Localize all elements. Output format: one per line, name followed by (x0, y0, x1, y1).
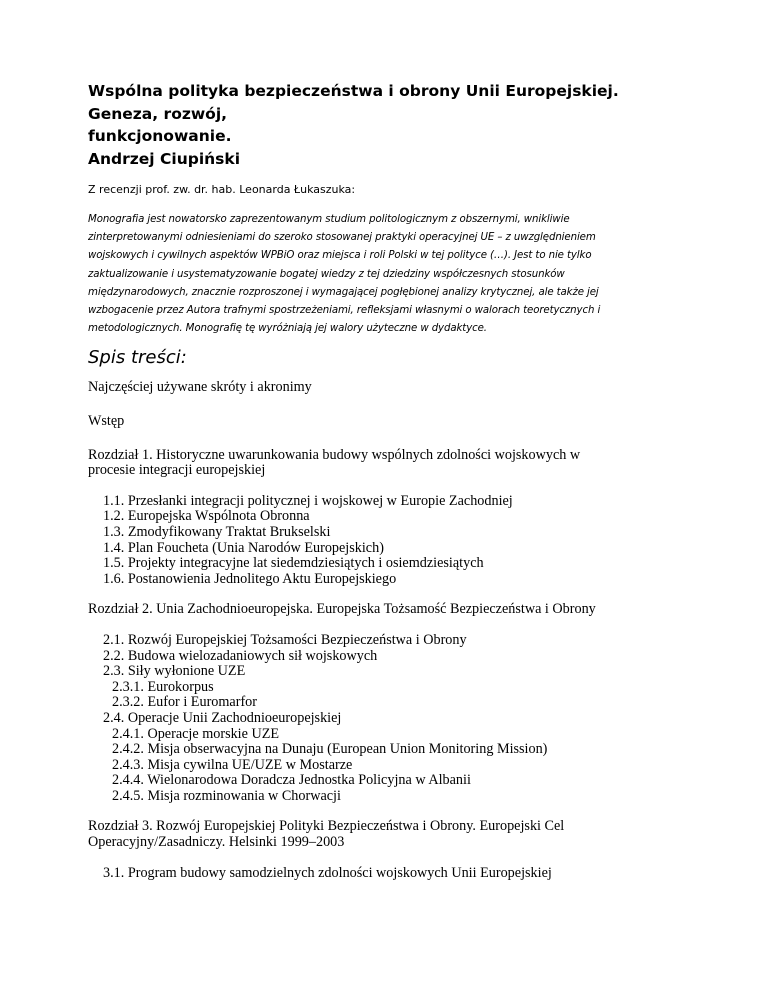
toc-entry-intro: Wstęp (88, 413, 125, 430)
toc-subsection: 2.3.2. Eufor i Euromarfor (112, 694, 257, 711)
toc-section: 1.3. Zmodyfikowany Traktat Brukselski (103, 523, 331, 540)
review-line: zinterpretowanymi odniesieniami do szeroko stosowanej praktyki operacyjnej UE – z uwzględnieniem (88, 232, 596, 244)
toc-entry-abbreviations: Najczęściej używane skróty i akronimy (88, 379, 312, 396)
chapter-2-sections (88, 633, 688, 805)
author-name: Andrzej Ciupiński (88, 149, 241, 168)
chapter-1-sections (88, 494, 688, 588)
toc-subsection: 2.4.1. Operacje morskie UZE (112, 725, 280, 742)
toc-section: 1.6. Postanowienia Jednolitego Aktu Europejskiego (103, 570, 397, 587)
toc-subsection: 2.4.2. Misja obserwacyjna na Dunaju (European Union Monitoring Mission) (112, 741, 548, 758)
toc-chapter-3 (88, 819, 688, 850)
toc-section: 2.4. Operacje Unii Zachodnioeuropejskiej (103, 709, 342, 726)
chapter-3-sections (88, 866, 688, 882)
toc-section: 1.2. Europejska Wspólnota Obronna (103, 508, 310, 525)
document-title (88, 80, 688, 170)
toc-section: 2.2. Budowa wielozadaniowych sił wojskowych (103, 647, 378, 664)
toc-section: 1.5. Projekty integracyjne lat siedemdziesiątych i osiemdziesiątych (103, 555, 484, 572)
chapter-1-title-line-1: Rozdział 1. Historyczne uwarunkowania budowy wspólnych zdolności wojskowych w (88, 446, 581, 463)
review-line: metodologicznych. Monografię tę wyróżniają jej walory użyteczne w dydaktyce. (88, 323, 487, 335)
chapter-3-title-line-1: Rozdział 3. Rozwój Europejskiej Polityki Bezpieczeństwa i Obrony. Europejski Cel (88, 818, 565, 835)
review-line: zaktualizowanie i usystematyzowanie bogatej wiedzy z tej dziedziny współczesnych stosunków (88, 268, 565, 280)
title-line-1: Wspólna polityka bezpieczeństwa i obrony Unii Europejskiej. Geneza, rozwój, (88, 82, 619, 123)
review-line: wzbogacenie przez Autora trafnymi spostrzeżeniami, refleksjami własnymi o walorach teoretycznych i (88, 305, 601, 317)
review-intro: Z recenzji prof. zw. dr. hab. Leonarda Łukaszuka: (88, 183, 356, 196)
toc-heading: Spis treści: (88, 347, 187, 369)
toc-section: 3.1. Program budowy samodzielnych zdolności wojskowych Unii Europejskiej (103, 864, 552, 881)
toc-section: 2.3. Siły wyłonione UZE (103, 663, 246, 680)
toc-chapter-2: Rozdział 2. Unia Zachodnioeuropejska. Europejska Tożsamość Bezpieczeństwa i Obrony (88, 601, 596, 618)
toc-section: 2.1. Rozwój Europejskiej Tożsamości Bezpieczeństwa i Obrony (103, 631, 467, 648)
title-line-2: funkcjonowanie. (88, 127, 232, 145)
review-line: wojskowych i cywilnych aspektów WPBiO oraz miejsca i roli Polski w tej polityce (…). Jest to nie tylko (88, 250, 592, 262)
toc-subsection: 2.4.5. Misja rozminowania w Chorwacji (112, 787, 341, 804)
chapter-1-title-line-2: procesie integracji europejskiej (88, 462, 266, 479)
review-quote (88, 211, 688, 338)
toc-subsection: 2.3.1. Eurokorpus (112, 678, 214, 695)
toc-section: 1.1. Przesłanki integracji politycznej i wojskowej w Europie Zachodniej (103, 492, 513, 509)
toc-section: 1.4. Plan Foucheta (Unia Narodów Europejskich) (103, 539, 384, 556)
review-line: międzynarodowych, znacznie rozproszonej i wymagającej pogłębionej analizy krytycznej, ale także jej (88, 286, 599, 298)
toc-subsection: 2.4.3. Misja cywilna UE/UZE w Mostarze (112, 756, 353, 773)
toc-chapter-1 (88, 448, 688, 479)
review-line: Monografia jest nowatorsko zaprezentowanym studium politologicznym z obszernymi, wnikliwie (88, 214, 570, 225)
chapter-3-title-line-2: Operacyjny/Zasadniczy. Helsinki 1999–2003 (88, 834, 345, 851)
toc-subsection: 2.4.4. Wielonarodowa Doradcza Jednostka Policyjna w Albanii (112, 772, 471, 789)
document-page (88, 80, 688, 881)
